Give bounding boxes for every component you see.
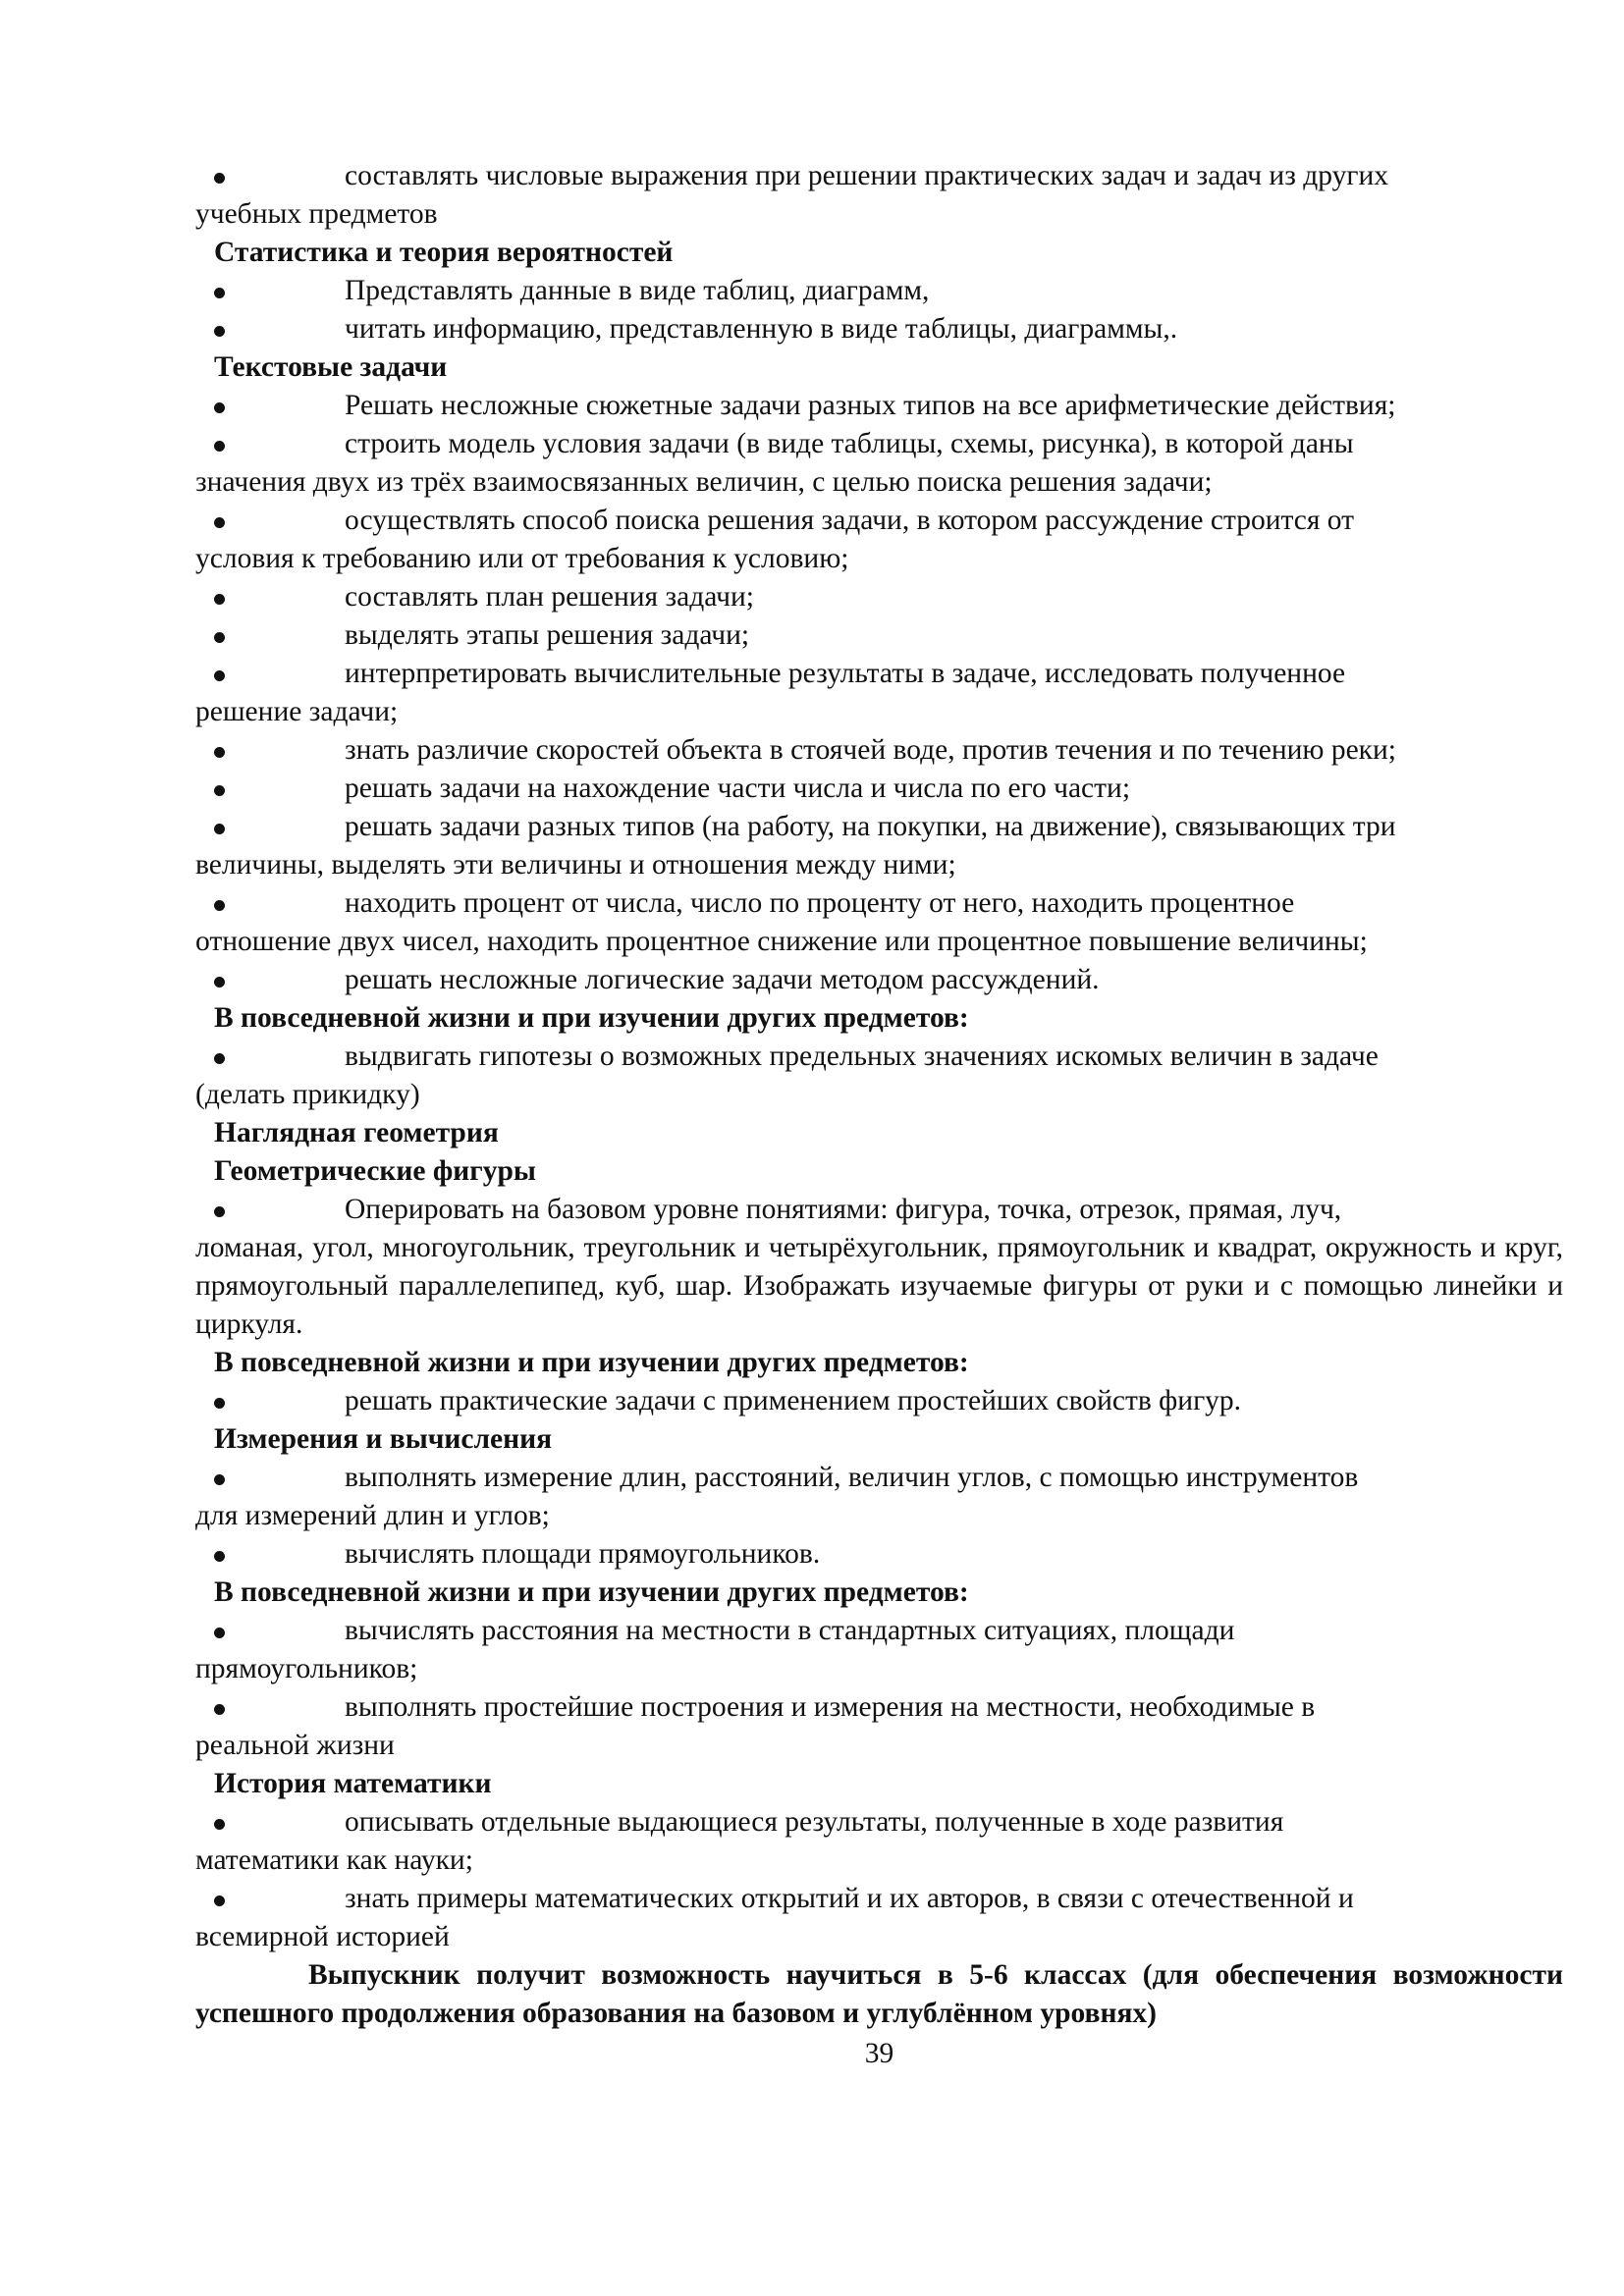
bullet-item xyxy=(195,731,1563,770)
bullet-continuation: прямоугольников; xyxy=(195,1653,418,1684)
bullet-item xyxy=(195,1191,1563,1344)
bullet-icon xyxy=(195,961,345,999)
bullet-item xyxy=(195,425,1563,502)
bullet-item xyxy=(195,1612,1563,1688)
bullet-first-line: составлять числовые выражения при решении практических задач и задач из других xyxy=(345,160,1389,191)
bullet-text xyxy=(345,387,1563,425)
bullet-first-line: описывать отдельные выдающиеся результаты, полученные в ходе развития xyxy=(345,1806,1284,1838)
bullet-first-line: выполнять измерение длин, расстояний, величин углов, с помощью инструментов xyxy=(345,1462,1359,1493)
bullet-first-line: Решать несложные сюжетные задачи разных типов на все арифметические действия; xyxy=(345,390,1396,421)
bullet-item xyxy=(195,502,1563,578)
bullet-continuation: (делать прикидку) xyxy=(195,1079,420,1110)
bullet-first-line: находить процент от числа, число по проценту от него, находить процентное xyxy=(345,887,1295,919)
closing-bold-paragraph: Выпускник получит возможность научиться в 5-6 классах (для обеспечения возможности успешного продолжения образования на базовом и углублённом уровнях) xyxy=(195,1959,1563,2029)
bullet-text xyxy=(195,808,1563,884)
bullet-icon xyxy=(195,1880,345,1918)
bullet-text xyxy=(345,310,1563,348)
bullet-item xyxy=(195,578,1563,616)
bullet-text xyxy=(195,884,1563,961)
bullet-icon xyxy=(195,1535,345,1574)
section-heading: Геометрические фигуры xyxy=(214,1155,536,1187)
bullet-text xyxy=(195,502,1563,578)
bullet-icon xyxy=(195,731,345,770)
bullet-item xyxy=(195,272,1563,310)
bullet-text xyxy=(345,616,1563,655)
section-heading: История математики xyxy=(214,1768,492,1799)
bullet-continuation: реальной жизни xyxy=(195,1730,395,1761)
bullet-first-line: решать несложные логические задачи методом рассуждений. xyxy=(345,964,1100,995)
bullet-text xyxy=(195,1191,1563,1344)
bullet-first-line: знать различие скоростей объекта в стоячей воде, против течения и по течению реки; xyxy=(345,734,1396,766)
bullet-continuation: значения двух из трёх взаимосвязанных величин, с целью поиска решения задачи; xyxy=(195,466,1213,498)
bullet-item xyxy=(195,1459,1563,1535)
bullet-item xyxy=(195,387,1563,425)
bullet-first-line: решать задачи на нахождение части числа и числа по его части; xyxy=(345,773,1131,804)
bullet-continuation: решение задачи; xyxy=(195,696,399,727)
bullet-item xyxy=(195,770,1563,808)
bullet-first-line: выполнять простейшие построения и измерения на местности, необходимые в xyxy=(345,1691,1316,1723)
bullet-icon xyxy=(195,425,345,463)
bullet-item xyxy=(195,655,1563,731)
bullet-icon xyxy=(195,1191,345,1229)
bullet-icon xyxy=(195,502,345,540)
bullet-icon xyxy=(195,578,345,616)
bullet-text xyxy=(345,1382,1563,1420)
bullet-text xyxy=(345,731,1563,770)
bullet-text xyxy=(345,578,1563,616)
bullet-first-line: выделять этапы решения задачи; xyxy=(345,619,750,651)
section-heading: Текстовые задачи xyxy=(214,351,448,383)
bullet-first-line: решать задачи разных типов (на работу, на покупки, на движение), связывающих три xyxy=(345,811,1396,842)
section-heading: Измерения и вычисления xyxy=(214,1423,553,1455)
bullet-item xyxy=(195,1688,1563,1765)
bullet-item xyxy=(195,961,1563,999)
bullet-continuation: всемирной историей xyxy=(195,1921,450,1952)
bullet-item xyxy=(195,616,1563,655)
bullet-icon xyxy=(195,157,345,195)
bullet-text xyxy=(195,1880,1563,1956)
bullet-text xyxy=(195,157,1563,234)
section-heading: Статистика и теория вероятностей xyxy=(214,237,674,268)
bullet-first-line: решать практические задачи с применением простейших свойств фигур. xyxy=(345,1385,1242,1416)
document-page xyxy=(195,157,1563,2073)
bullet-item xyxy=(195,1880,1563,1956)
section-heading: Наглядная геометрия xyxy=(214,1117,499,1148)
bullet-text xyxy=(195,1459,1563,1535)
bullet-text xyxy=(345,770,1563,808)
bullet-continuation: величины, выделять эти величины и отношения между ними; xyxy=(195,849,956,881)
bullet-item xyxy=(195,884,1563,961)
bullet-first-line: осуществлять способ поиска решения задачи, в котором рассуждение строится от xyxy=(345,505,1355,536)
bullet-text xyxy=(195,1803,1563,1880)
bullet-continuation: ломаная, угол, многоугольник, треугольник и четырёхугольник, прямоугольник и квадрат, окружность и круг, прямоугольный параллелепипед, куб, шар. Изображать изучаемые фигуры от руки и с помощью линейки и циркуля. xyxy=(195,1232,1563,1340)
bullet-first-line: читать информацию, представленную в виде таблицы, диаграммы,. xyxy=(345,313,1178,345)
bullet-continuation: для измерений длин и углов; xyxy=(195,1500,550,1531)
bullet-icon xyxy=(195,1382,345,1420)
bullet-first-line: вычислять площади прямоугольников. xyxy=(345,1538,821,1570)
bullet-icon xyxy=(195,1803,345,1842)
bullet-icon xyxy=(195,272,345,310)
bullet-text xyxy=(345,1535,1563,1574)
bullet-text xyxy=(195,1612,1563,1688)
bullet-text xyxy=(345,272,1563,310)
bullet-first-line: интерпретировать вычислительные результаты в задаче, исследовать полученное xyxy=(345,658,1346,689)
bullet-icon xyxy=(195,1612,345,1650)
bullet-item xyxy=(195,1535,1563,1574)
bullet-icon xyxy=(195,387,345,425)
section-heading: В повседневной жизни и при изучении других предметов: xyxy=(214,1347,969,1378)
bullet-continuation: условия к требованию или от требования к условию; xyxy=(195,543,849,574)
bullet-first-line: знать примеры математических открытий и их авторов, в связи с отечественной и xyxy=(345,1883,1354,1914)
bullet-icon xyxy=(195,1038,345,1076)
bullet-item xyxy=(195,310,1563,348)
bullet-continuation: учебных предметов xyxy=(195,198,438,230)
bullet-icon xyxy=(195,884,345,923)
bullet-item xyxy=(195,808,1563,884)
bullet-first-line: Представлять данные в виде таблиц, диаграмм, xyxy=(345,275,930,306)
bullet-icon xyxy=(195,808,345,846)
bullet-icon xyxy=(195,1459,345,1497)
bullet-text xyxy=(345,961,1563,999)
bullet-first-line: строить модель условия задачи (в виде таблицы, схемы, рисунка), в которой даны xyxy=(345,428,1354,459)
bullet-item xyxy=(195,1038,1563,1114)
bullet-text xyxy=(195,1688,1563,1765)
bullet-icon xyxy=(195,1688,345,1727)
bullet-first-line: вычислять расстояния на местности в стандартных ситуациях, площади xyxy=(345,1615,1235,1646)
bullet-first-line: составлять план решения задачи; xyxy=(345,581,754,613)
page-number: 39 xyxy=(864,2038,894,2069)
bullet-first-line: Оперировать на базовом уровне понятиями: фигура, точка, отрезок, прямая, луч, xyxy=(345,1194,1342,1225)
bullet-icon xyxy=(195,616,345,655)
bullet-item xyxy=(195,1803,1563,1880)
section-heading: В повседневной жизни и при изучении других предметов: xyxy=(214,1576,969,1608)
bullet-item xyxy=(195,157,1563,234)
page-content xyxy=(195,157,1563,2033)
bullet-icon xyxy=(195,310,345,348)
bullet-continuation: отношение двух чисел, находить процентное снижение или процентное повышение величины; xyxy=(195,926,1368,957)
section-heading: В повседневной жизни и при изучении других предметов: xyxy=(214,1002,969,1034)
bullet-icon xyxy=(195,770,345,808)
bullet-text xyxy=(195,1038,1563,1114)
bullet-continuation: математики как науки; xyxy=(195,1844,473,1876)
bullet-item xyxy=(195,1382,1563,1420)
bullet-text xyxy=(195,655,1563,731)
bullet-first-line: выдвигать гипотезы о возможных предельных значениях искомых величин в задаче xyxy=(345,1041,1379,1072)
bullet-icon xyxy=(195,655,345,693)
bullet-text xyxy=(195,425,1563,502)
